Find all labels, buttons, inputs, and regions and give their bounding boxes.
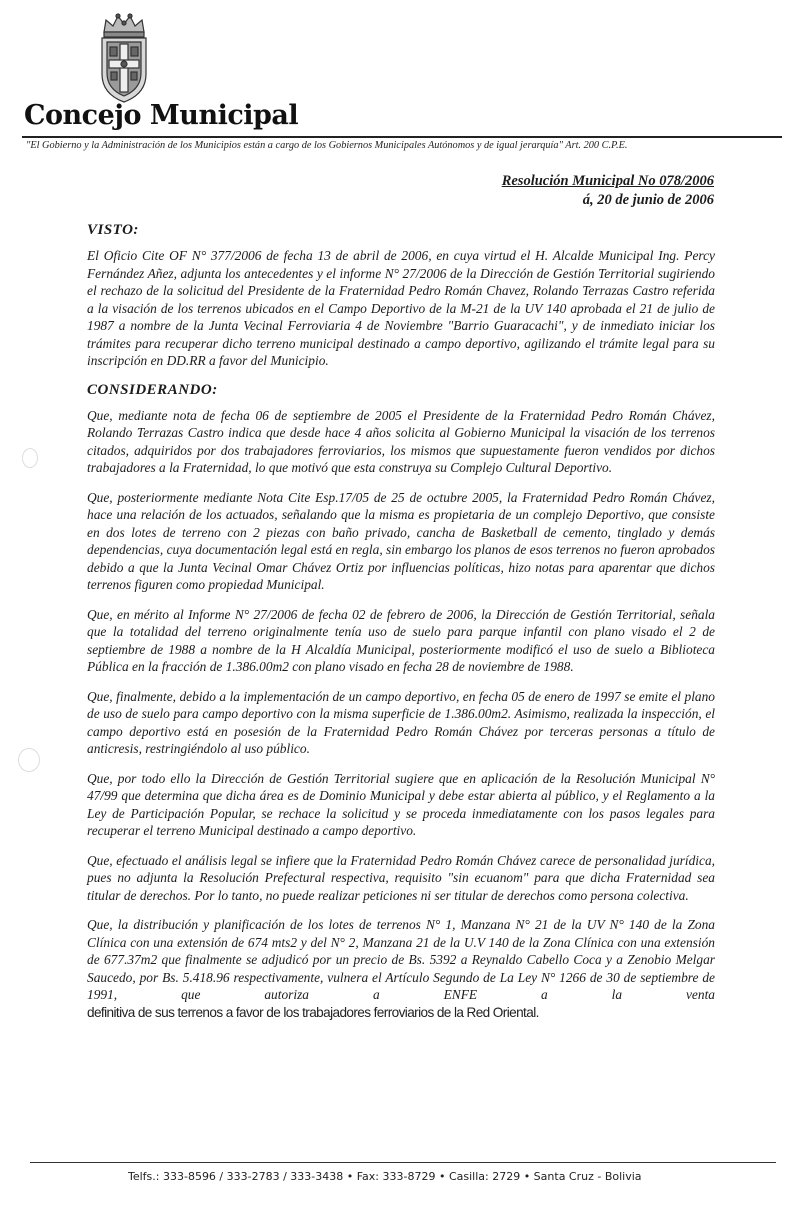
final-paragraph-text: Que, la distribución y planificación de los lotes de terrenos N° 1, Manzana N° 21 de la UV N° 140 de la Zona Clínica con una extensión de 674 mts2 y del N° 2, Manzana 21 de la U.V 140 de la Zona Clínica con una extensión de 677.37m2 que finalmente se adjudicó por un precio de Bs. 5392 a Reynaldo Cabello Coca y a Zenobio Melgar Saucedo, por Bs. 5.418.96 respectivamente, vulnera el Artículo Segundo de La Ley N° 1266 de 30 de septiembre de 1991, que autoriza a ENFE a la venta	[87, 917, 715, 1002]
considerando-paragraph-2: Que, posteriormente mediante Nota Cite Esp.17/05 de 25 de octubre 2005, la Fraternidad Pedro Román Chávez, hace una relación de los actuados, señalando que la misma es propietaria de un complejo Deportivo, que consiste en dos lotes de terreno con 2 piezas con baño privado, cancha de Basketball de cemento, tinglado y demás dependencias, cuya documentación legal está en regla, sin embargo los planos de esos terrenos no fueron aprobados debido a que la Junta Vecinal Omar Chávez Ortiz por influencias políticas, hizo notas para aparentar que dichos terrenos figuren como propiedad Municipal.	[87, 489, 715, 592]
considerando-paragraph-4: Que, finalmente, debido a la implementación de un campo deportivo, en fecha 05 de enero de 1997 se emite el plano de uso de suelo para campo deportivo con la misma superficie de 1.386.00m2. Asimismo, realizada la inspección, el campo deportivo está en posesión de la Fraternidad Pedro Román Chávez por terceras personas a título de anticresis, restringiéndolo al uso público.	[87, 688, 715, 756]
considerando-paragraph-7	[87, 916, 715, 1021]
header-divider	[22, 136, 782, 138]
considerando-paragraph-5: Que, por todo ello la Dirección de Gestión Territorial sugiere que en aplicación de la Resolución Municipal N° 47/99 que determina que dicha área es de Dominio Municipal y debe estar abierta al público, y el Reglamento a la Ley de Participación Popular, se rechace la solicitud y se proceda inmediatamente con los pasos legales para recuperar el terreno Municipal destinado a campo deportivo.	[87, 770, 715, 838]
final-paragraph-tail: definitiva de sus terrenos a favor de los trabajadores ferroviarios de la Red Oriental.	[87, 1004, 539, 1020]
resolution-date: á, 20 de junio de 2006	[582, 192, 714, 208]
motto: "El Gobierno y la Administración de los Municipios están a cargo de los Gobiernos Municipales Autónomos y de igual jerarquía" Art. 200 C.P.E.	[26, 140, 628, 151]
footer-contact: Telfs.: 333-8596 / 333-2783 / 333-3438 • Fax: 333-8729 • Casilla: 2729 • Santa Cruz - Bolivia	[128, 1170, 642, 1183]
resolution-block	[502, 172, 714, 210]
considerando-heading: CONSIDERANDO:	[87, 381, 218, 398]
document-body	[87, 222, 715, 1021]
scan-speck	[18, 748, 40, 772]
considerando-paragraph-3: Que, en mérito al Informe N° 27/2006 de fecha 02 de febrero de 2006, la Dirección de Gestión Territorial, señala que la totalidad del terreno originalmente tenía uso de suelo para parque infantil con plano visado el 2 de septiembre de 1988 a nombre de la H Alcaldía Municipal, posteriormente modificó el uso de suelo a Biblioteca Pública en la fracción de 1.386.00m2 con plano visado en fecha 28 de noviembre de 1988.	[87, 606, 715, 674]
organization-name: Concejo Municipal	[24, 100, 299, 131]
considerando-paragraph-1: Que, mediante nota de fecha 06 de septiembre de 2005 el Presidente de la Fraternidad Pedro Román Chávez, Rolando Terrazas Castro indica que desde hace 4 años solicita al Gobierno Municipal la visación de los terrenos citados, adquiridos por dos trabajadores ferroviarios, los mismos que supuestamente fueron vendidos por dichos trabajadores a la Fraternidad, lo que motivó que esta construya su Complejo Cultural Deportivo.	[87, 407, 715, 475]
coat-of-arms-icon	[96, 12, 152, 108]
footer-divider	[30, 1162, 776, 1163]
scan-speck	[22, 448, 38, 468]
visto-heading: VISTO:	[87, 222, 139, 238]
visto-paragraph: El Oficio Cite OF N° 377/2006 de fecha 13 de abril de 2006, en cuya virtud el H. Alcalde Municipal Ing. Percy Fernández Añez, adjunta los antecedentes y el informe N° 27/2006 de la Dirección de Gestión Territorial sugiriendo el rechazo de la solicitud del Presidente de la Fraternidad Pedro Román Chavez, Rolando Terrazas Castro referida a la visación de los terrenos ubicados en el Campo Deportivo de la M-21 de la UV 140 aprobada el 21 de julio de 1987 a nombre de la Junta Vecinal Ferroviaria 4 de Noviembre "Barrio Guaracachi", y de inmediato iniciar los trámites para recuperar dicho terreno municipal destinado a campo deportivo, agilizando el trámite legal para su inscripción en DD.RR a favor del Municipio.	[87, 248, 715, 368]
resolution-number: Resolución Municipal No 078/2006	[501, 173, 714, 189]
considerando-paragraph-6: Que, efectuado el análisis legal se infiere que la Fraternidad Pedro Román Chávez carece de personalidad jurídica, pues no adjunta la Resolución Prefectural respectiva, requisito "sin ecuanom" para que dicha Fraternidad sea titular de derechos. Por lo tanto, no puede realizar peticiones ni ser titular de derechos como persona colectiva.	[87, 852, 715, 903]
